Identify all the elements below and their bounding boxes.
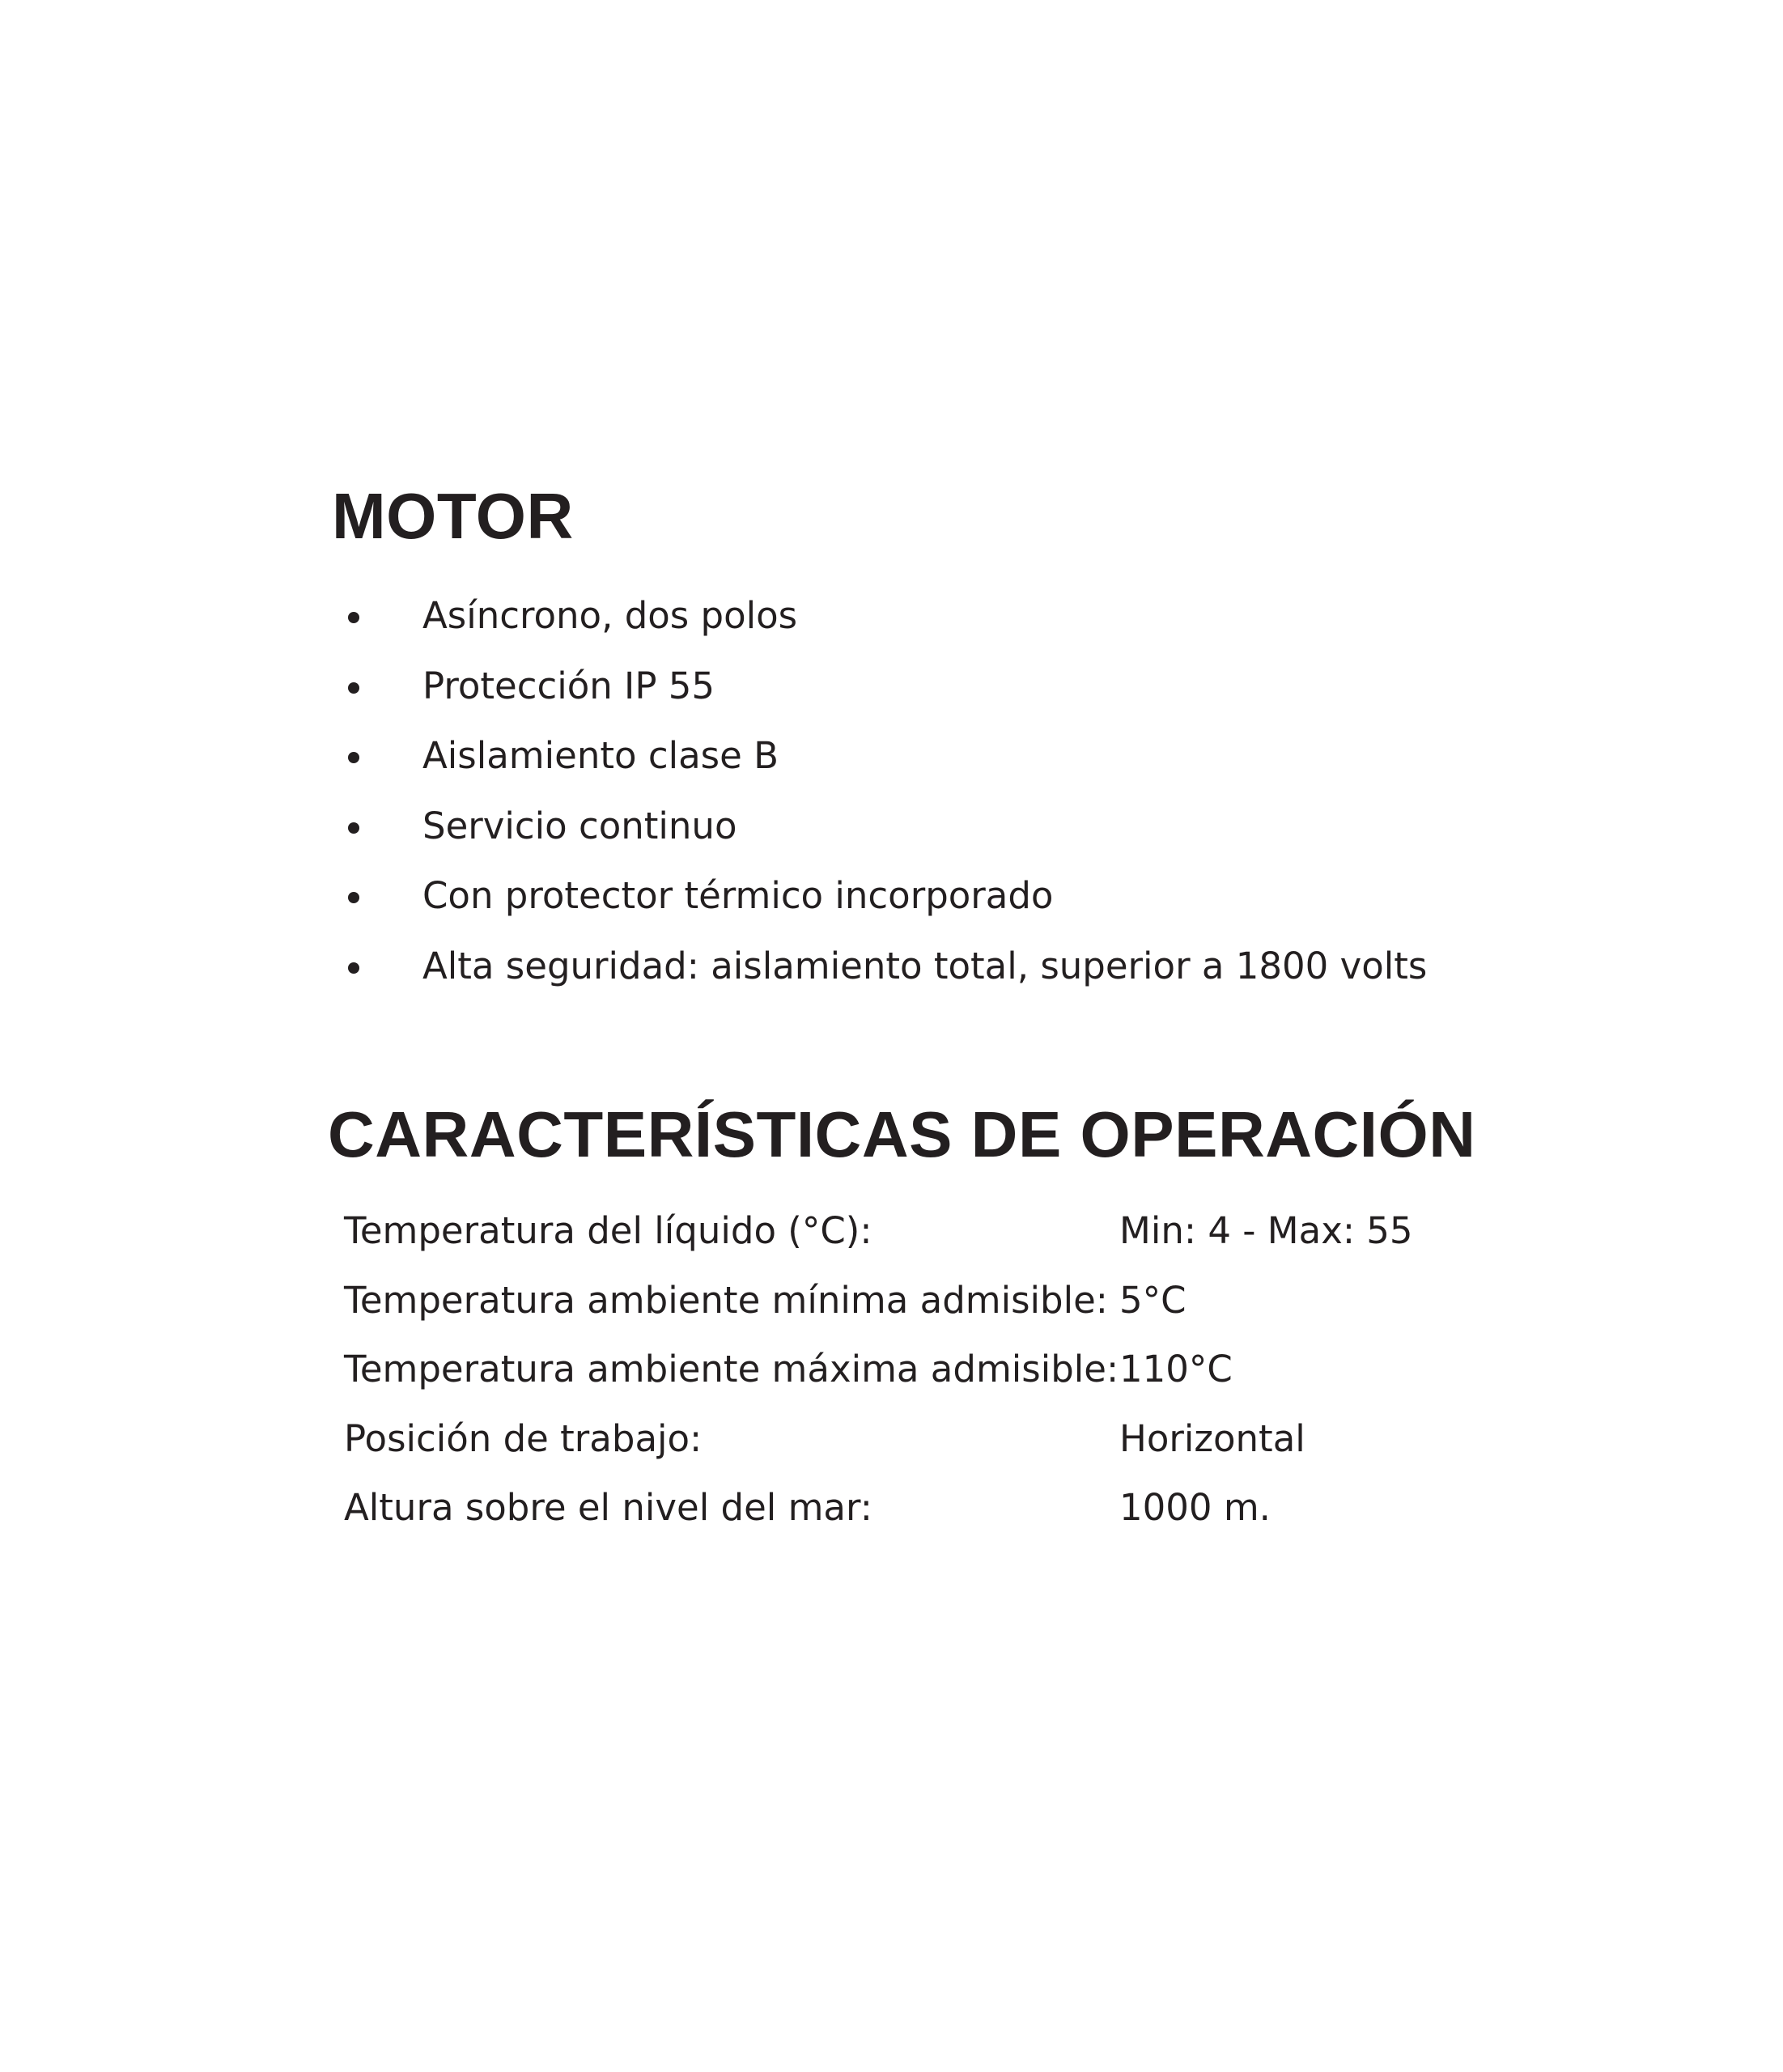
spec-value: Horizontal [1119, 1416, 1305, 1460]
motor-feature-text: Con protector térmico incorporado [422, 874, 1054, 917]
bullet-icon [348, 682, 359, 694]
spec-label: Altura sobre el nivel del mar: [344, 1486, 872, 1529]
bullet-icon [348, 752, 359, 763]
motor-feature-text: Asíncrono, dos polos [422, 594, 798, 637]
bullet-icon [348, 962, 359, 974]
spec-label: Temperatura del líquido (°C): [344, 1209, 872, 1252]
table-row [344, 1335, 1477, 1404]
spec-value: 1000 m. [1119, 1486, 1271, 1529]
motor-feature-text: Servicio continuo [422, 804, 737, 847]
table-row [344, 1473, 1477, 1543]
spec-label: Temperatura ambiente máxima admisible: [344, 1348, 1119, 1391]
bullet-icon [348, 822, 359, 834]
motor-feature-text: Protección IP 55 [422, 664, 715, 707]
spec-value: Min: 4 - Max: 55 [1119, 1209, 1413, 1252]
motor-feature-text: Alta seguridad: aislamiento total, superior a 1800 volts [422, 944, 1428, 987]
spec-value: 110°C [1119, 1348, 1233, 1391]
spec-label: Posición de trabajo: [344, 1416, 703, 1460]
spec-label: Temperatura ambiente mínima admisible: [344, 1278, 1108, 1322]
operation-spec-table [344, 1196, 1477, 1543]
table-row [344, 1266, 1477, 1335]
table-row [344, 1196, 1477, 1266]
bullet-icon [348, 612, 359, 623]
spec-value: 5°C [1119, 1278, 1187, 1322]
motor-heading: MOTOR [332, 480, 574, 552]
table-row [344, 1404, 1477, 1474]
operation-heading: CARACTERÍSTICAS DE OPERACIÓN [328, 1098, 1476, 1170]
motor-feature-text: Aislamiento clase B [422, 734, 779, 777]
bullet-icon [348, 892, 359, 903]
